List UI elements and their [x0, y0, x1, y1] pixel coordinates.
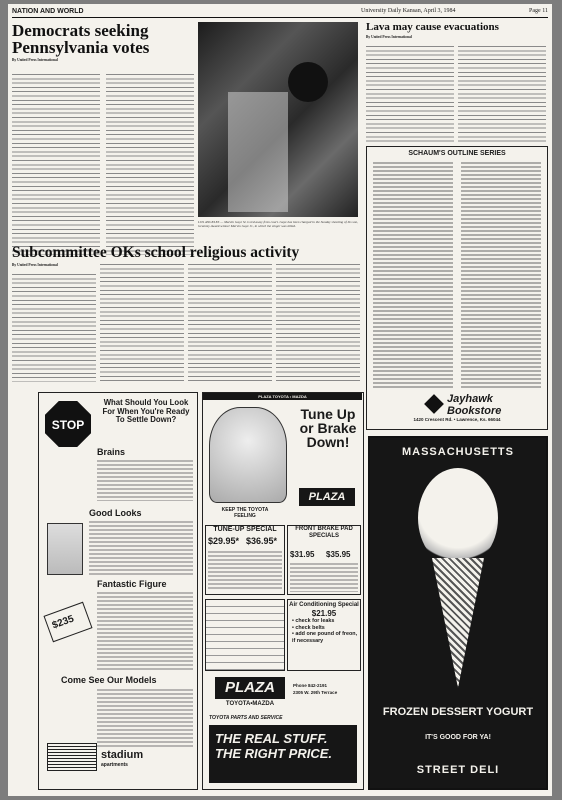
brake-price-1: $31.95: [290, 550, 315, 559]
coupon-copy: [208, 550, 282, 590]
story-lava: [366, 22, 548, 41]
deli-tag: IT'S GOOD FOR YA!: [425, 734, 491, 741]
keep-feeling: KEEP THE TOYOTA FEELING: [221, 507, 269, 519]
headline-democrats: Democrats seeking Pennsylvania votes: [12, 21, 150, 57]
article-column: [12, 272, 96, 382]
tune-up-coupon: [205, 525, 285, 595]
article-column: [106, 72, 194, 255]
fantastic-heading: Fantastic Figure: [97, 579, 167, 589]
ac-coupon: [287, 599, 361, 671]
ac-price: $21.95: [311, 609, 337, 618]
section-name: NATION AND WORLD: [12, 8, 84, 15]
headline-lava: Lava may cause evacuations: [366, 21, 499, 33]
ice-cream-swirl-icon: [418, 468, 498, 568]
plaza-logo: PLAZA: [215, 677, 285, 699]
byline: By United Press International: [12, 58, 58, 62]
article-column: [188, 262, 272, 382]
front-brake: FRONT BRAKE PAD SPECIALS: [295, 526, 353, 539]
stadium-logo-sub: apartments: [101, 762, 128, 768]
article-column: [458, 44, 546, 142]
cone-icon: [432, 558, 484, 688]
tune-up-headline: Tune Up or Brake Down!: [299, 406, 357, 450]
deli-ad: [368, 436, 548, 790]
toyota-ad: [202, 392, 364, 790]
jayhawk-name: Jayhawk Bookstore: [447, 393, 502, 417]
jayhawk-address: 1420 Crescent Rd. • Lawrence, Ks. 66044: [413, 417, 501, 422]
byline: By United Press International: [12, 263, 58, 267]
story-democrats: [12, 22, 194, 64]
book-list: [373, 161, 453, 389]
parts-service: TOYOTA PARTS AND SERVICE: [209, 715, 283, 721]
ac-item: • check belts: [292, 624, 325, 631]
plaza-logo-small: PLAZA: [299, 488, 355, 506]
deli-bottom: STREET DELI: [416, 764, 500, 776]
ad-copy: [97, 459, 193, 501]
article-column: [12, 72, 100, 255]
parts-coupons: [205, 599, 285, 671]
stop-text: STOP: [51, 418, 85, 432]
stadium-logo: stadium: [101, 749, 144, 761]
brake-coupon: [287, 525, 361, 595]
byline: By United Press International: [366, 35, 412, 39]
photo-caption: LOS ANGELES — Marvin Gaye Sr. is led away from court. Gaye has been charged in the Sunday shooting of his son, Grammy Award-winner Marvin Gaye Jr., in which the singer was killed.: [198, 220, 358, 229]
stadium-logo-icon: [47, 743, 97, 771]
article-column: [100, 262, 184, 382]
real-stuff: THE REAL STUFF. THE RIGHT PRICE.: [209, 725, 357, 783]
ac-item: • check for leaks: [292, 618, 335, 624]
deli-top: MASSACHUSETTS: [401, 446, 514, 458]
toyota-strip: PLAZA TOYOTA • MAZDA: [203, 393, 362, 400]
mirror-illustration: [47, 523, 83, 575]
jayhawk-logo-icon: [424, 394, 444, 414]
ac-special: Air Conditioning Special: [289, 602, 359, 608]
ac-item: • add one pound of freon, if necessary: [292, 631, 358, 644]
page-header: [12, 6, 548, 18]
tune-up-special: TUNE-UP SPECIAL: [213, 526, 277, 533]
ad-copy: [89, 520, 193, 575]
phone: Phone 842-2191: [293, 683, 328, 688]
stadium-headline: What Should You Look For When You're Ready To Settle Down?: [102, 398, 190, 424]
photo-figure: [288, 62, 328, 102]
photo-figure: [228, 92, 288, 212]
book-list: [461, 161, 541, 389]
news-photo: [198, 22, 358, 217]
header-date: University Daily Kansan, April 3, 1984 Page 11: [361, 8, 548, 14]
brains-heading: Brains: [97, 447, 126, 457]
article-column: [276, 262, 360, 382]
headline-religious: Subcommittee OKs school religious activity: [12, 244, 300, 261]
address: 2305 W. 29th Terrace: [293, 690, 338, 695]
good-looks-heading: Good Looks: [89, 508, 142, 518]
plaza-sub: TOYOTA•MAZDA: [225, 701, 275, 707]
ad-copy: [97, 688, 193, 748]
article-column: [366, 44, 454, 142]
newspaper-page: [8, 4, 552, 796]
mechanic-illustration: [209, 407, 287, 503]
ad-copy: [97, 591, 193, 671]
tune-price-2: $36.95*: [246, 536, 278, 546]
come-see-heading: Come See Our Models: [61, 675, 157, 685]
brake-price-2: $35.95: [326, 550, 351, 559]
schaum-ad: [366, 146, 548, 430]
tune-price-1: $29.95*: [208, 536, 240, 546]
coupon-copy: [290, 562, 358, 592]
stadium-ad: [38, 392, 198, 790]
price-tag: $235: [50, 613, 76, 632]
deli-mid: FROZEN DESSERT YOGURT: [382, 706, 534, 718]
schaum-title: SCHAUM'S OUTLINE SERIES: [408, 150, 506, 157]
